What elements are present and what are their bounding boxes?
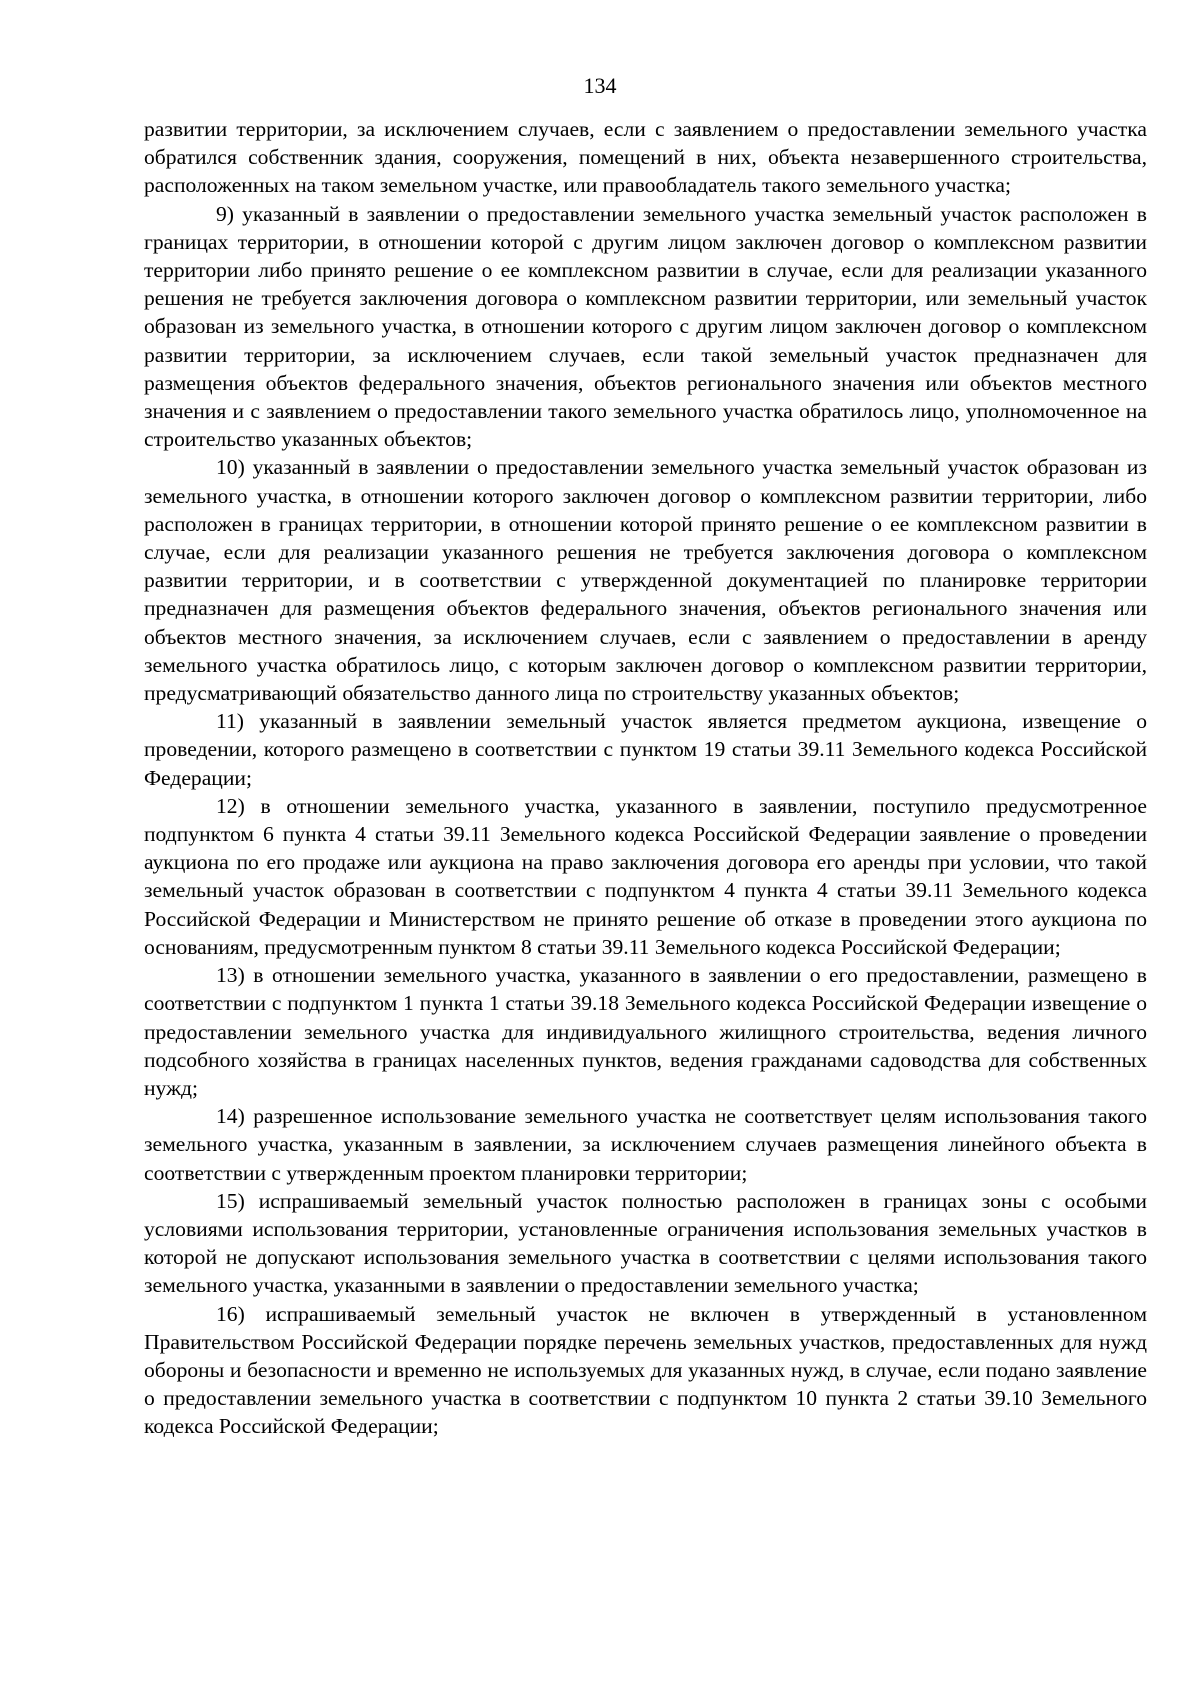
paragraph-item-14: 14) разрешенное использование земельного участка не соответствует целям использования такого земельного участка, указанным в заявлении, за исключением случаев размещения линейного объекта в соответствии с утвержденным проектом планировки территории; [144,1104,1147,1185]
document-body [144,115,1147,1441]
paragraph-item-15: 15) испрашиваемый земельный участок полностью расположен в границах зоны с особыми условиями использования территории, установленные ограничения использования земельных участков в которой не допускают использования земельного участка в соответствии с целями использования такого земельного участка, указанными в заявлении о предоставлении земельного участка; [144,1188,1147,1298]
paragraph-item-10: 10) указанный в заявлении о предоставлении земельного участка земельный участок образован из земельного участка, в отношении которого заключен договор о комплексном развитии территории, либо расположен в границах территории, в отношении которой принято решение о ее комплексном развитии в случае, если для реализации указанного решения не требуется заключения договора о комплексном развитии территории, и в соответствии с утвержденной документацией по планировке территории предназначен для размещения объектов федерального значения, объектов регионального значения или объектов местного значения, за исключением случаев, если с заявлением о предоставлении в аренду земельного участка обратилось лицо, с которым заключен договор о комплексном развитии территории, предусматривающий обязательство данного лица по строительству указанных объектов; [144,455,1147,706]
page-number: 134 [583,73,617,98]
paragraph-item-9: 9) указанный в заявлении о предоставлении земельного участка земельный участок расположен в границах территории, в отношении которой с другим лицом заключен договор о комплексном развитии территории либо принято решение о ее комплексном развитии в случае, если для реализации указанного решения не требуется заключения договора о комплексном развитии территории, или земельный участок образован из земельного участка, в отношении которого с другим лицом заключен договор о комплексном развитии территории, за исключением случаев, если такой земельный участок предназначен для размещения объектов федерального значения, объектов регионального значения или объектов местного значения и с заявлением о предоставлении такого земельного участка обратилось лицо, уполномоченное на строительство указанных объектов; [144,201,1147,452]
paragraph-item-16: 16) испрашиваемый земельный участок не включен в утвержденный в установленном Правительством Российской Федерации порядке перечень земельных участков, предоставленных для нужд обороны и безопасности и временно не используемых для указанных нужд, в случае, если подано заявление о предоставлении земельного участка в соответствии с подпунктом 10 пункта 2 статьи 39.10 Земельного кодекса Российской Федерации; [144,1301,1147,1439]
paragraph-item-13: 13) в отношении земельного участка, указанного в заявлении о его предоставлении, размещено в соответствии с подпунктом 1 пункта 1 статьи 39.18 Земельного кодекса Российской Федерации извещение о предоставлении земельного участка для индивидуального жилищного строительства, ведения личного подсобного хозяйства в границах населенных пунктов, ведения гражданами садоводства для собственных нужд; [144,963,1147,1100]
paragraph-item-12: 12) в отношении земельного участка, указанного в заявлении, поступило предусмотренное подпунктом 6 пункта 4 статьи 39.11 Земельного кодекса Российской Федерации заявление о проведении аукциона по его продаже или аукциона на право заключения договора его аренды при условии, что такой земельный участок образован в соответствии с подпунктом 4 пункта 4 статьи 39.11 Земельного кодекса Российской Федерации и Министерством не принято решение об отказе в проведении этого аукциона по основаниям, предусмотренным пунктом 8 статьи 39.11 Земельного кодекса Российской Федерации; [144,793,1147,959]
paragraph-item-11: 11) указанный в заявлении земельный участок является предметом аукциона, извещение о проведении, которого размещено в соответствии с пунктом 19 статьи 39.11 Земельного кодекса Российской Федерации; [144,709,1147,790]
paragraph-continuation: развитии территории, за исключением случаев, если с заявлением о предоставлении земельного участка обратился собственник здания, сооружения, помещений в них, объекта незавершенного строительства, расположенных на таком земельном участке, или правообладатель такого земельного участка; [144,117,1147,198]
